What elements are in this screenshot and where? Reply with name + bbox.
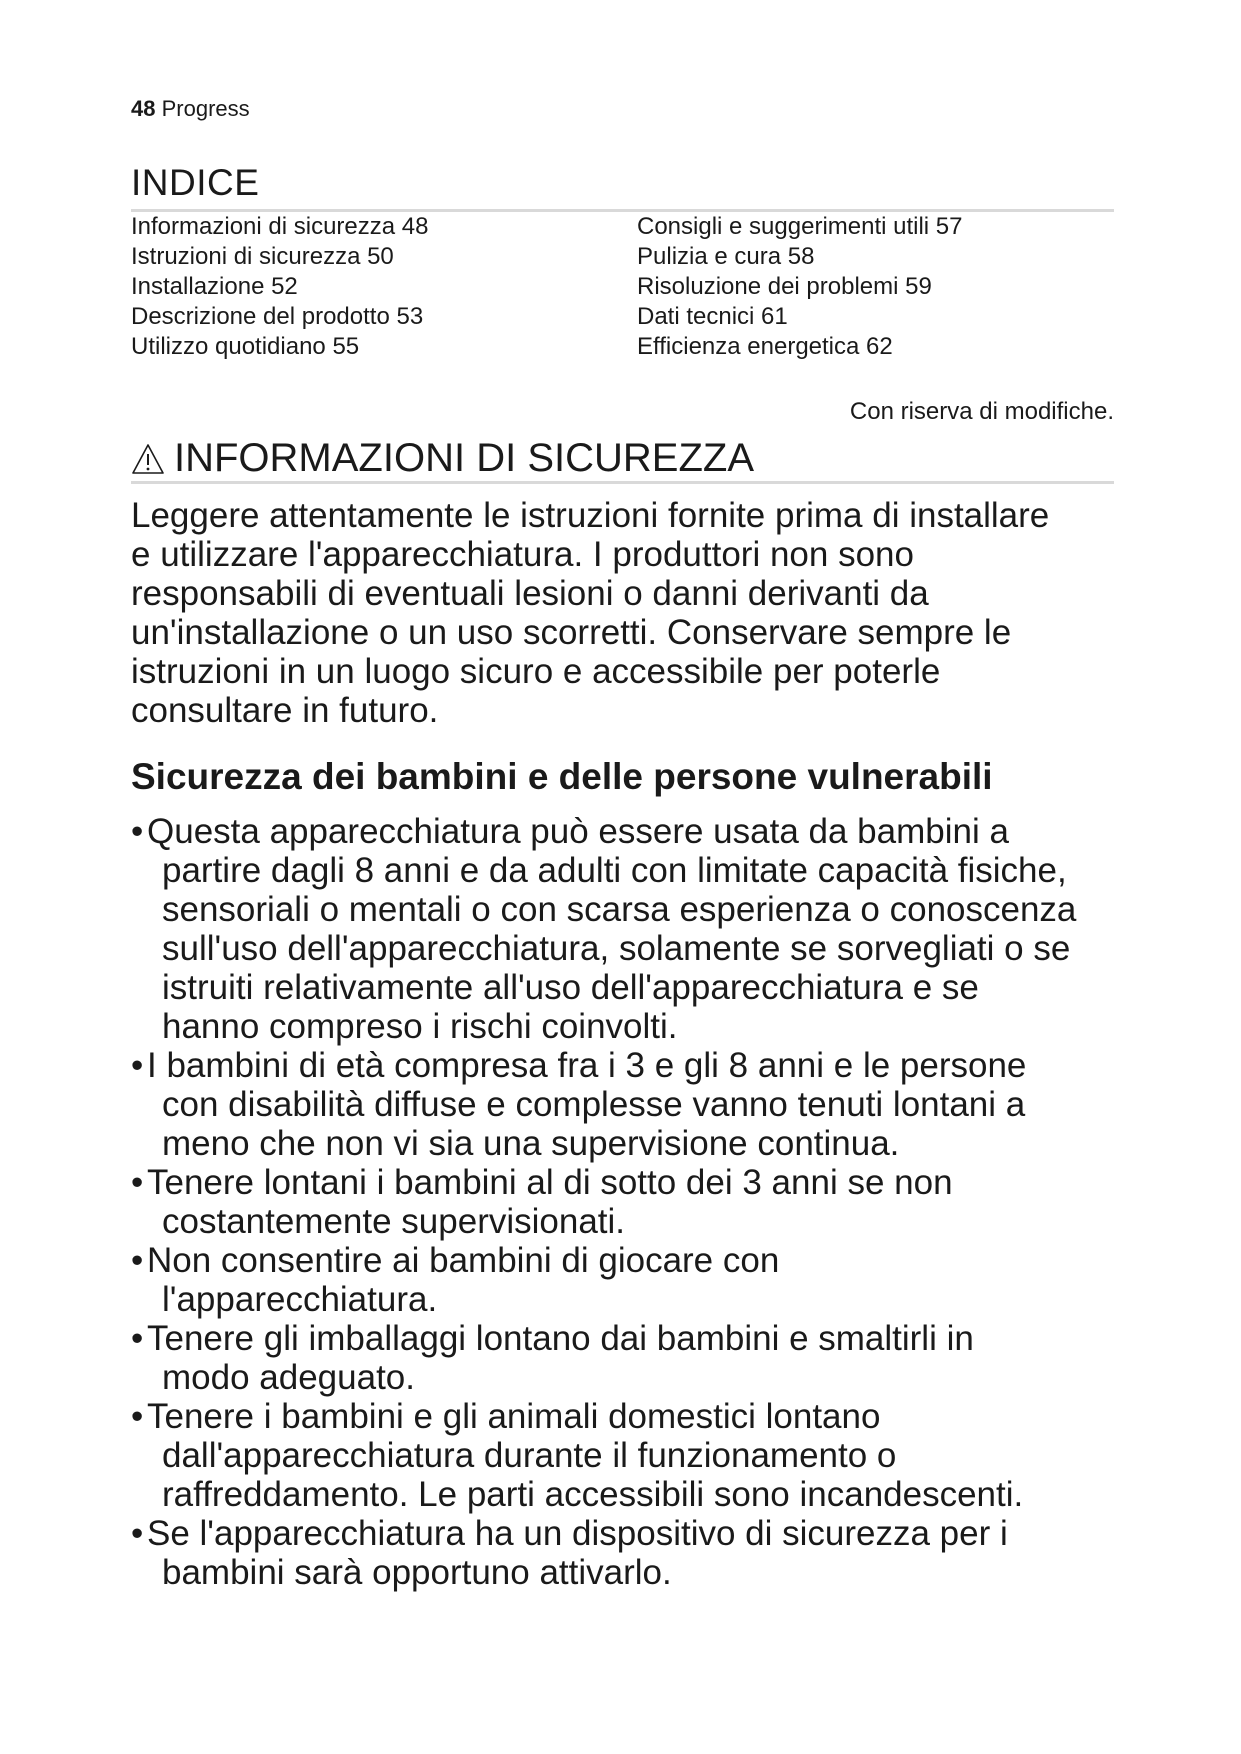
safety-bullet-list — [131, 812, 1114, 1592]
list-item — [131, 1319, 1114, 1397]
section-divider — [131, 481, 1114, 484]
list-item-line: Non consentire ai bambini di giocare con — [147, 1241, 780, 1280]
bullet-icon: • — [131, 1241, 144, 1280]
intro-line: Leggere attentamente le istruzioni fornite prima di installare — [131, 496, 1050, 535]
toc-item[interactable]: Consigli e suggerimenti utili 57 — [637, 213, 963, 240]
bullet-icon: • — [131, 1319, 144, 1358]
bullet-icon: • — [131, 812, 144, 851]
list-item-line: Tenere i bambini e gli animali domestici lontano — [147, 1397, 881, 1436]
intro-line: istruzioni in un luogo sicuro e accessibile per poterle — [131, 652, 941, 691]
list-item-line: Questa apparecchiatura può essere usata da bambini a — [147, 812, 1009, 851]
bullet-icon: • — [131, 1163, 144, 1202]
warning-triangle-icon — [131, 443, 165, 475]
list-item-line: istruiti relativamente all'uso dell'apparecchiatura e se — [162, 968, 979, 1007]
bullet-icon: • — [131, 1397, 144, 1436]
list-item — [131, 1397, 1114, 1514]
toc-right-column — [637, 212, 963, 362]
toc-item[interactable]: Istruzioni di sicurezza 50 — [131, 243, 394, 270]
list-item-line: dall'apparecchiatura durante il funzionamento o — [162, 1436, 897, 1475]
intro-line: responsabili di eventuali lesioni o danni derivanti da — [131, 574, 929, 613]
intro-line: consultare in futuro. — [131, 691, 439, 730]
list-item — [131, 1514, 1114, 1592]
toc-item[interactable]: Utilizzo quotidiano 55 — [131, 333, 360, 360]
list-item-line: con disabilità diffuse e complesse vanno tenuti lontani a — [162, 1085, 1026, 1124]
toc-left-column — [131, 212, 428, 362]
page-header — [131, 96, 250, 122]
bullet-icon: • — [131, 1046, 144, 1085]
list-item — [131, 1046, 1114, 1163]
toc-item[interactable]: Descrizione del prodotto 53 — [131, 303, 424, 330]
bullet-icon: • — [131, 1514, 144, 1553]
page-number: 48 — [131, 96, 156, 121]
list-item-line: Tenere lontani i bambini al di sotto dei 3 anni se non — [147, 1163, 953, 1202]
toc-item[interactable]: Risoluzione dei problemi 59 — [637, 273, 932, 300]
toc-title: INDICE — [131, 162, 260, 203]
list-item-line: meno che non vi sia una supervisione continua. — [162, 1124, 900, 1163]
toc-item[interactable]: Installazione 52 — [131, 273, 298, 300]
toc-item[interactable]: Pulizia e cura 58 — [637, 243, 815, 270]
change-notice: Con riserva di modifiche. — [849, 398, 1114, 425]
subsection-title: Sicurezza dei bambini e delle persone vulnerabili — [131, 756, 993, 797]
list-item-line: partire dagli 8 anni e da adulti con limitate capacità fisiche, — [162, 851, 1067, 890]
list-item-line: I bambini di età compresa fra i 3 e gli 8 anni e le persone — [147, 1046, 1027, 1085]
intro-line: e utilizzare l'apparecchiatura. I produttori non sono — [131, 535, 914, 574]
list-item — [131, 1163, 1114, 1241]
list-item-line: raffreddamento. Le parti accessibili sono incandescenti. — [162, 1475, 1024, 1514]
list-item-line: modo adeguato. — [162, 1358, 415, 1397]
list-item — [131, 1241, 1114, 1319]
toc-item[interactable]: Efficienza energetica 62 — [637, 333, 893, 360]
list-item-line: bambini sarà opportuno attivarlo. — [162, 1553, 672, 1592]
list-item-line: Tenere gli imballaggi lontano dai bambini e smaltirli in — [147, 1319, 974, 1358]
section-title-text: INFORMAZIONI DI SICUREZZA — [174, 436, 754, 480]
intro-paragraph — [131, 496, 1114, 730]
brand-name: Progress — [161, 96, 250, 121]
intro-line: un'installazione o un uso scorretti. Conservare sempre le — [131, 613, 1012, 652]
list-item-line: sensoriali o mentali o con scarsa esperienza o conoscenza — [162, 890, 1077, 929]
list-item-line: hanno compreso i rischi coinvolti. — [162, 1007, 678, 1046]
list-item-line: costantemente supervisionati. — [162, 1202, 626, 1241]
list-item-line: Se l'apparecchiatura ha un dispositivo di sicurezza per i — [147, 1514, 1008, 1553]
section-title — [131, 435, 754, 481]
list-item-line: l'apparecchiatura. — [162, 1280, 438, 1319]
toc-item[interactable]: Dati tecnici 61 — [637, 303, 788, 330]
list-item — [131, 812, 1114, 1046]
toc-item[interactable]: Informazioni di sicurezza 48 — [131, 213, 429, 240]
list-item-line: sull'uso dell'apparecchiatura, solamente se sorvegliati o se — [162, 929, 1071, 968]
